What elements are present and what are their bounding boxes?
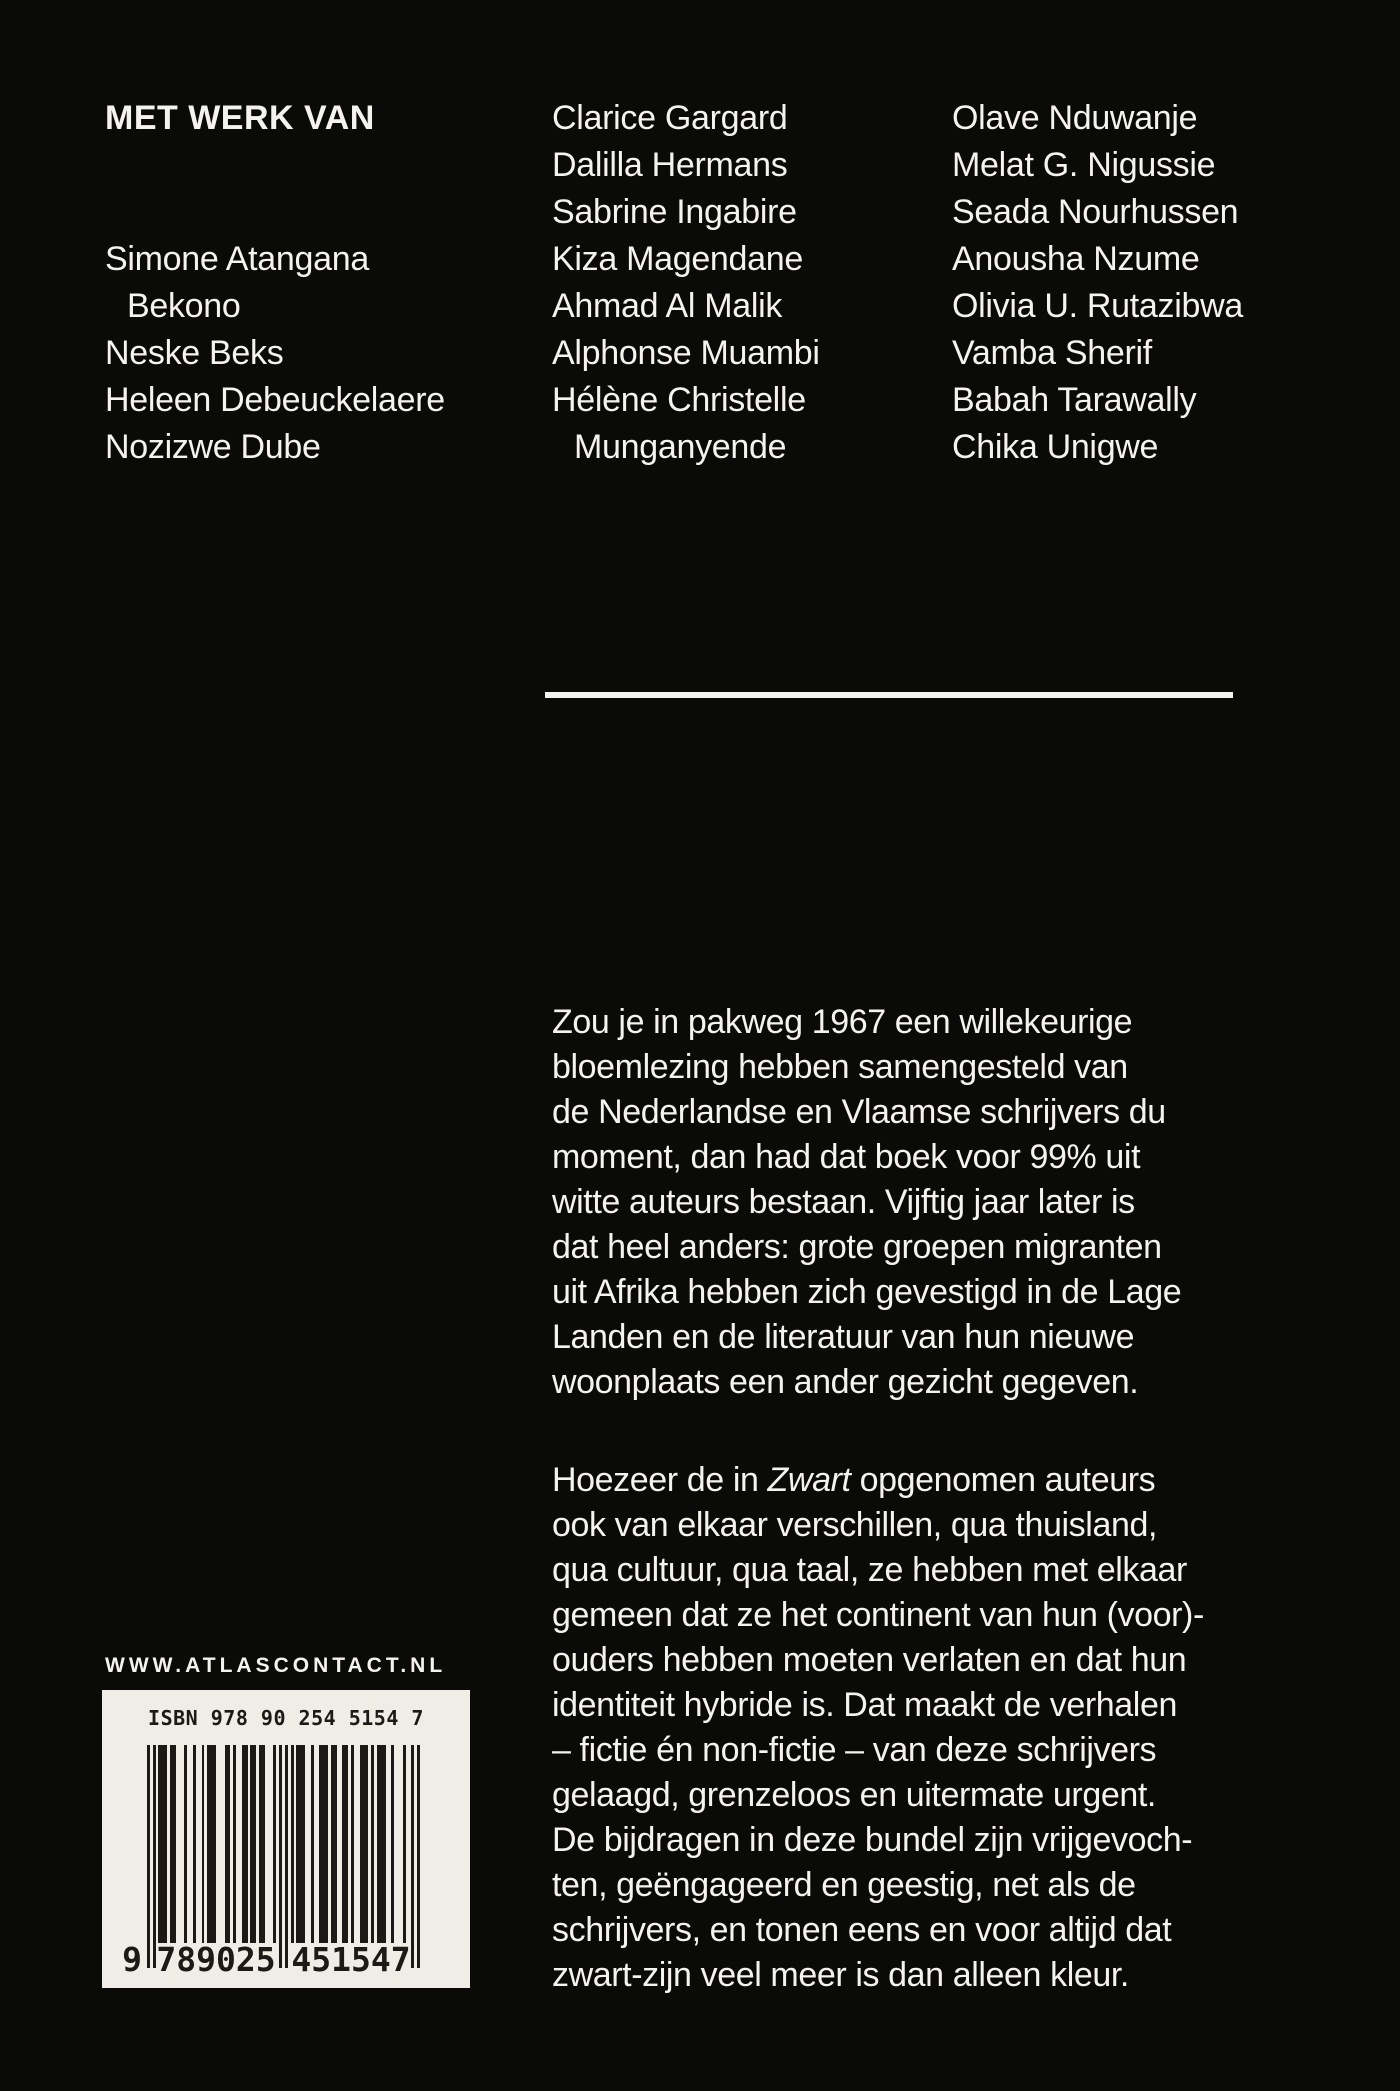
barcode-bar <box>233 1745 236 1943</box>
book-title-italic: Zwart <box>767 1461 851 1499</box>
isbn-barcode <box>102 1690 470 1988</box>
paragraph-line: De bijdragen in deze bundel zijn vrijgevoch- <box>552 1821 1193 1859</box>
contributor-name: Nozizwe Dube <box>105 428 321 466</box>
paragraph-line: ook van elkaar verschillen, qua thuisland, <box>552 1506 1158 1544</box>
isbn-label: ISBN 978 90 254 5154 7 <box>148 1706 424 1730</box>
paragraph-line: gemeen dat ze het continent van hun (voor)- <box>552 1596 1204 1634</box>
paragraph-line: ten, geëngageerd en geestig, net als de <box>552 1866 1136 1904</box>
barcode-bar <box>403 1745 406 1943</box>
paragraph-line: witte auteurs bestaan. Vijftig jaar later is <box>552 1183 1135 1221</box>
outro-paragraph <box>552 1458 1204 1998</box>
contributor-name: Clarice Gargard <box>552 99 788 137</box>
barcode-bar <box>184 1745 187 1943</box>
barcode-bar <box>417 1745 420 1968</box>
contributor-name: Hélène Christelle <box>552 381 806 419</box>
barcode-bar <box>411 1745 414 1968</box>
contributor-name: Vamba Sherif <box>952 334 1152 372</box>
paragraph-line: uit Afrika hebben zich gevestigd in de Lage <box>552 1273 1182 1311</box>
publisher-website: WWW.ATLASCONTACT.NL <box>105 1654 447 1677</box>
contributor-name: Alphonse Muambi <box>552 334 820 372</box>
contributors-heading: MET WERK VAN <box>105 99 375 137</box>
paragraph-line <box>552 1458 1204 1503</box>
barcode-bar <box>351 1745 354 1943</box>
ean-digit-first: 9 <box>122 1940 142 1979</box>
barcode-bar <box>242 1745 248 1943</box>
contributor-name-wrap: Munganyende <box>574 428 787 466</box>
paragraph-line: gelaagd, grenzeloos en uitermate urgent. <box>552 1776 1156 1814</box>
contributors-column-1 <box>105 236 445 471</box>
paragraph-line: moment, dan had dat boek voor 99% uit <box>552 1138 1141 1176</box>
barcode-bar <box>296 1745 305 1943</box>
barcode-bar <box>360 1745 369 1943</box>
text-segment: opgenomen auteurs <box>850 1461 1156 1499</box>
contributor-name-wrap: Bekono <box>127 287 241 325</box>
barcode-bar <box>170 1745 176 1943</box>
barcode-bar <box>225 1745 231 1943</box>
barcode-bars <box>147 1745 420 1968</box>
barcode-bar <box>342 1745 348 1943</box>
barcode-bar <box>331 1745 337 1943</box>
intro-paragraph <box>552 1000 1181 1405</box>
ean-digit-group-2: 451547 <box>291 1940 411 1979</box>
contributor-name: Ahmad Al Malik <box>552 287 783 325</box>
barcode-bar <box>319 1745 328 1943</box>
paragraph-line: bloemlezing hebben samengesteld van <box>552 1048 1128 1086</box>
barcode-bar <box>259 1745 265 1943</box>
barcode-bar <box>250 1745 256 1943</box>
paragraph-line: zwart-zijn veel meer is dan alleen kleur. <box>552 1956 1129 1994</box>
contributor-name: Seada Nourhussen <box>952 193 1239 231</box>
paragraph-line: – fictie én non-fictie – van deze schrijvers <box>552 1731 1157 1769</box>
barcode-bar <box>147 1745 150 1968</box>
contributor-name: Babah Tarawally <box>952 381 1197 419</box>
contributor-name: Simone Atangana <box>105 240 369 278</box>
barcode-bar <box>273 1745 276 1943</box>
contributor-name: Olivia U. Rutazibwa <box>952 287 1243 325</box>
barcode-bar <box>291 1745 294 1943</box>
barcode-bar <box>371 1745 374 1943</box>
barcode-bar <box>153 1745 156 1968</box>
contributor-name: Dalilla Hermans <box>552 146 788 184</box>
barcode-bar <box>285 1745 288 1968</box>
barcode-bar <box>158 1745 167 1943</box>
text-segment: Hoezeer de in <box>552 1461 768 1499</box>
contributors-column-2 <box>552 95 820 471</box>
contributor-name: Neske Beks <box>105 334 284 372</box>
barcode-bar <box>377 1745 386 1943</box>
barcode-bar <box>207 1745 216 1943</box>
paragraph-line: ouders hebben moeten verlaten en dat hun <box>552 1641 1187 1679</box>
contributors-column-3 <box>952 95 1243 471</box>
contributor-name: Olave Nduwanje <box>952 99 1198 137</box>
ean-digit-group-1: 789025 <box>156 1940 276 1979</box>
barcode-bar <box>202 1745 205 1943</box>
contributor-name: Melat G. Nigussie <box>952 146 1216 184</box>
paragraph-line: dat heel anders: grote groepen migranten <box>552 1228 1162 1266</box>
paragraph-line: de Nederlandse en Vlaamse schrijvers du <box>552 1093 1166 1131</box>
barcode-bar <box>311 1745 314 1943</box>
paragraph-line: schrijvers, en tonen eens en voor altijd dat <box>552 1911 1172 1949</box>
paragraph-line: woonplaats een ander gezicht gegeven. <box>552 1363 1139 1401</box>
barcode-bar <box>193 1745 196 1943</box>
paragraph-line: identiteit hybride is. Dat maakt de verhalen <box>552 1686 1177 1724</box>
contributor-name: Sabrine Ingabire <box>552 193 797 231</box>
barcode-bar <box>391 1745 394 1943</box>
contributor-name: Chika Unigwe <box>952 428 1159 466</box>
barcode-bar <box>279 1745 282 1968</box>
contributor-name: Heleen Debeuckelaere <box>105 381 445 419</box>
divider-rule <box>545 692 1233 698</box>
paragraph-line: Zou je in pakweg 1967 een willekeurige <box>552 1003 1133 1041</box>
contributor-name: Kiza Magendane <box>552 240 803 278</box>
contributor-name: Anousha Nzume <box>952 240 1200 278</box>
paragraph-line: qua cultuur, qua taal, ze hebben met elkaar <box>552 1551 1187 1589</box>
paragraph-line: Landen en de literatuur van hun nieuwe <box>552 1318 1135 1356</box>
